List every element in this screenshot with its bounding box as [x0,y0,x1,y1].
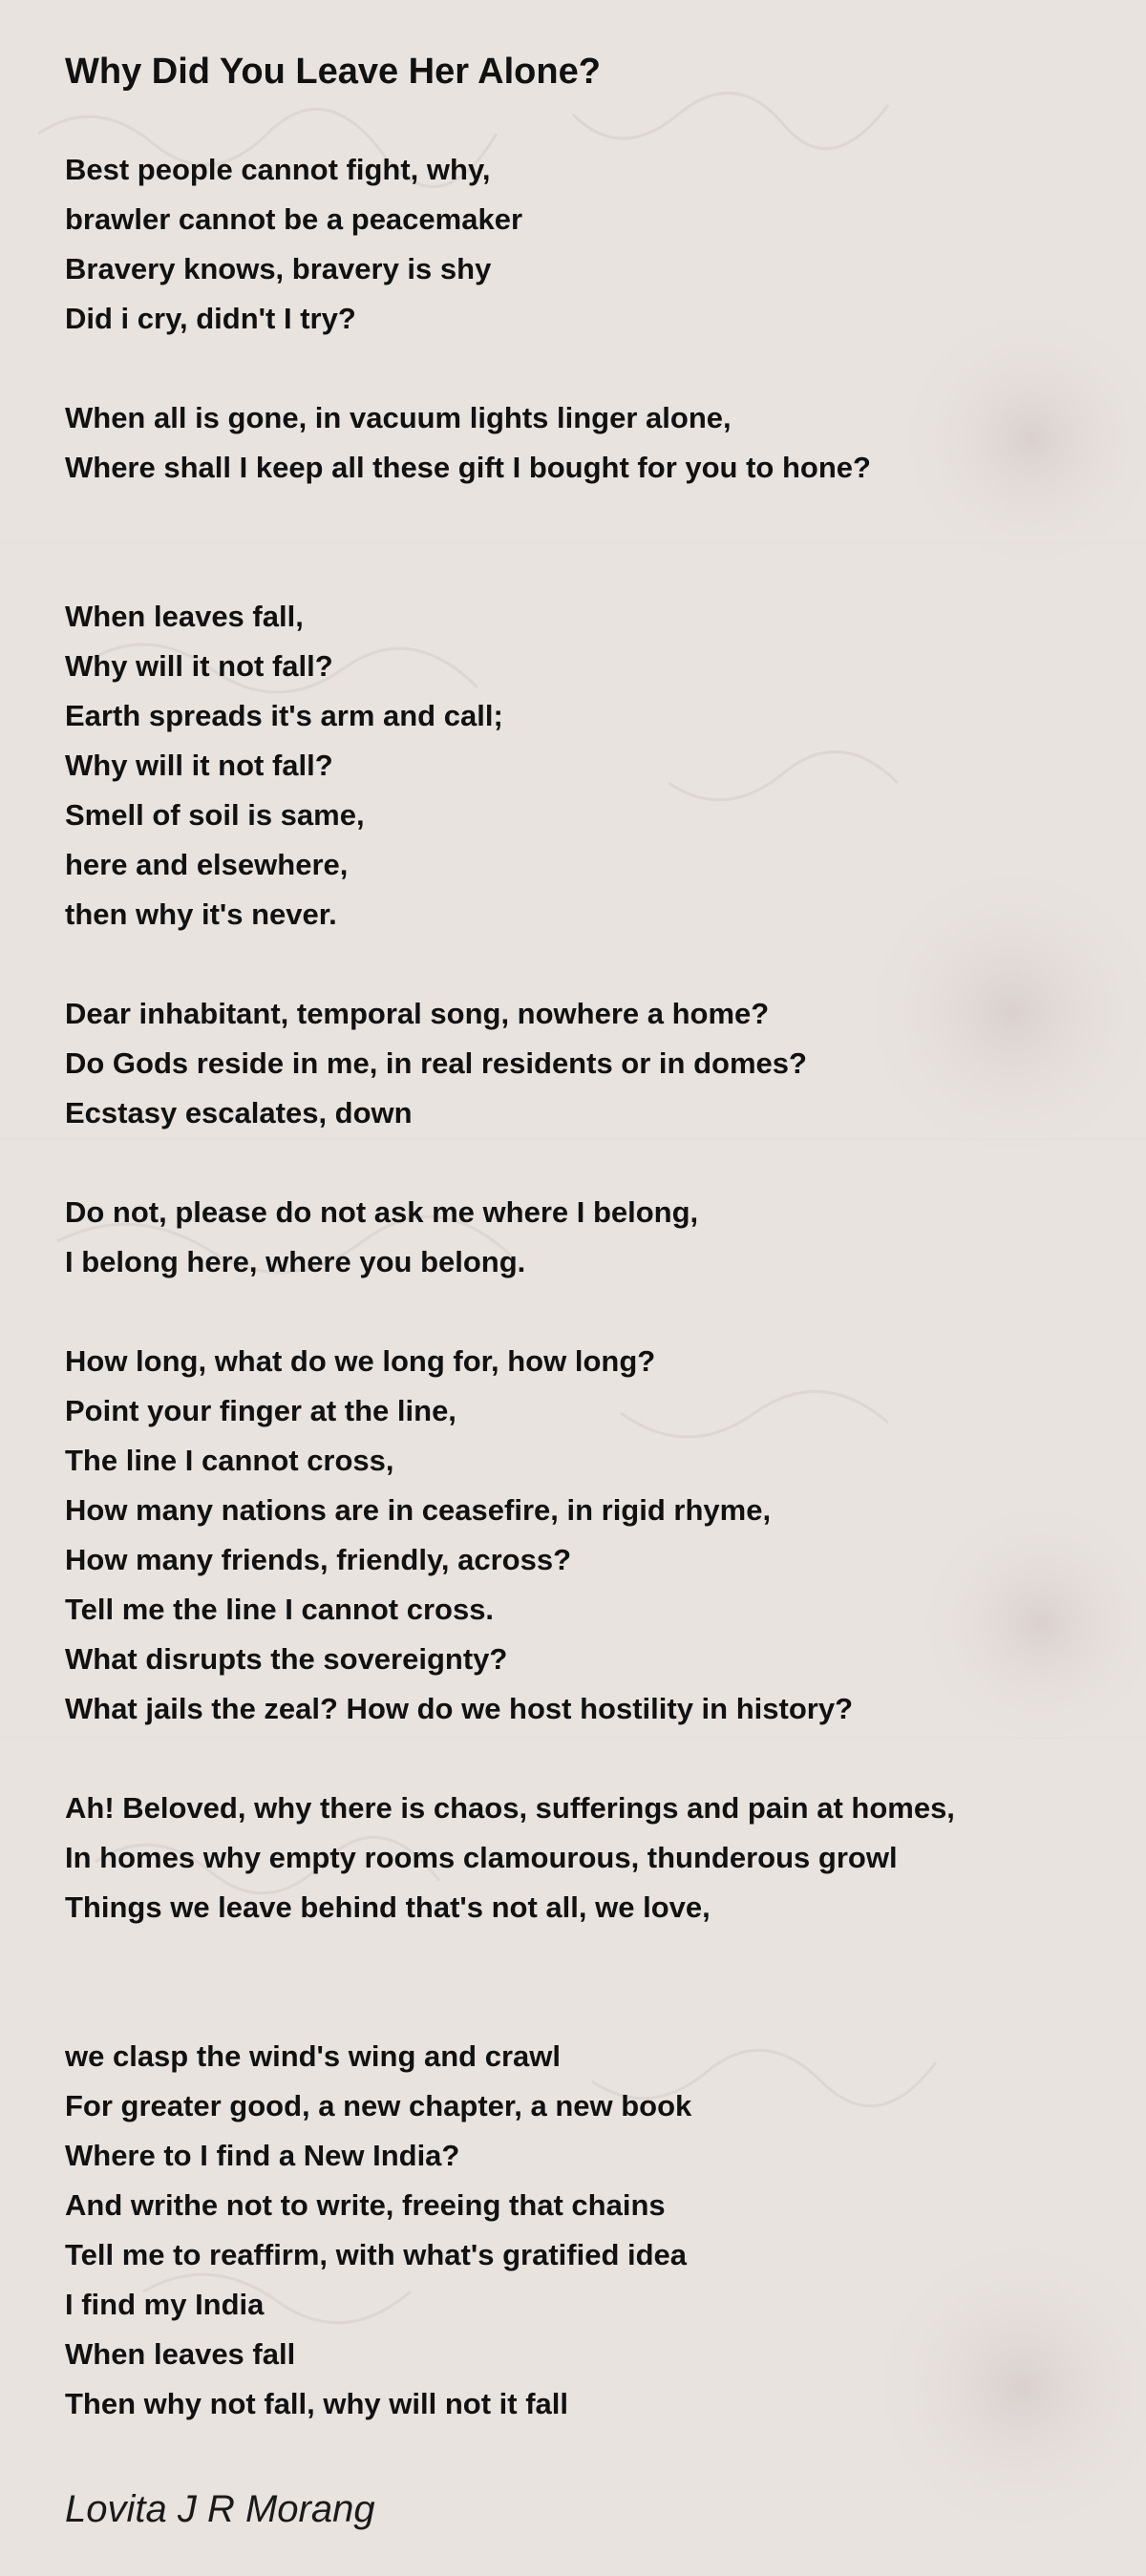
poem-line: I belong here, where you belong. [65,1245,526,1278]
poem-line: Why will it not fall? [65,649,333,683]
stanza-break [65,542,1096,592]
stanza-break [65,1287,1096,1337]
poem-line: brawler cannot be a peacemaker [65,202,523,236]
poem-line: When leaves fall, [65,600,304,633]
poem-line: Bravery knows, bravery is shy [65,252,492,285]
poem-line: here and elsewhere, [65,848,349,881]
stanza-break [65,344,1096,393]
stanza-break [65,1982,1096,2032]
poem-line: Do not, please do not ask me where I belong, [65,1195,699,1229]
poem-line: Tell me the line I cannot cross. [65,1593,495,1626]
poem-body [65,145,1096,2429]
poem-line: When all is gone, in vacuum lights linger alone, [65,401,732,434]
poem-line: Earth spreads it's arm and call; [65,699,503,732]
poem-line: Ah! Beloved, why there is chaos, sufferings and pain at homes, [65,1791,955,1825]
poem-line: Tell me to reaffirm, with what's gratified idea [65,2238,688,2271]
stanza-break [65,1932,1096,1982]
poem-line: Best people cannot fight, why, [65,153,491,186]
poem-line: Ecstasy escalates, down [65,1096,413,1130]
poem-line: In homes why empty rooms clamourous, thunderous growl [65,1841,898,1874]
stanza-break [65,493,1096,542]
poem-line: I find my India [65,2288,265,2321]
poem-line: Do Gods reside in me, in real residents or in domes? [65,1046,807,1080]
poem-line: For greater good, a new chapter, a new book [65,2089,692,2122]
poem-line: Why will it not fall? [65,749,333,782]
poem-line: Smell of soil is same, [65,798,365,832]
poem-line: Did i cry, didn't I try? [65,302,356,335]
stanza-break [65,1734,1096,1784]
poem-line: then why it's never. [65,897,337,931]
poem-line: Things we leave behind that's not all, we love, [65,1890,711,1924]
poem-line: What disrupts the sovereignty? [65,1642,508,1676]
poem-line: How many friends, friendly, across? [65,1543,572,1576]
poem-line: we clasp the wind's wing and crawl [65,2039,561,2073]
poem-title: Why Did You Leave Her Alone? [65,52,601,92]
poem-line: Where to I find a New India? [65,2139,460,2172]
poem-line: What jails the zeal? How do we host hostility in history? [65,1692,854,1725]
stanza-break [65,1138,1096,1188]
poem-line: Then why not fall, why will not it fall [65,2387,568,2420]
poem-line: Where shall I keep all these gift I bought for you to hone? [65,451,871,484]
poem-line: How many nations are in ceasefire, in rigid rhyme, [65,1493,772,1527]
poem-line: Dear inhabitant, temporal song, nowhere a home? [65,997,770,1030]
poem-author: Lovita J R Morang [65,2488,375,2530]
poem-line: The line I cannot cross, [65,1444,394,1477]
poem-line: When leaves fall [65,2337,296,2371]
poem-line: How long, what do we long for, how long? [65,1344,656,1378]
poem-line: Point your finger at the line, [65,1394,456,1427]
poem-line: And writhe not to write, freeing that chains [65,2188,666,2222]
stanza-break [65,940,1096,989]
